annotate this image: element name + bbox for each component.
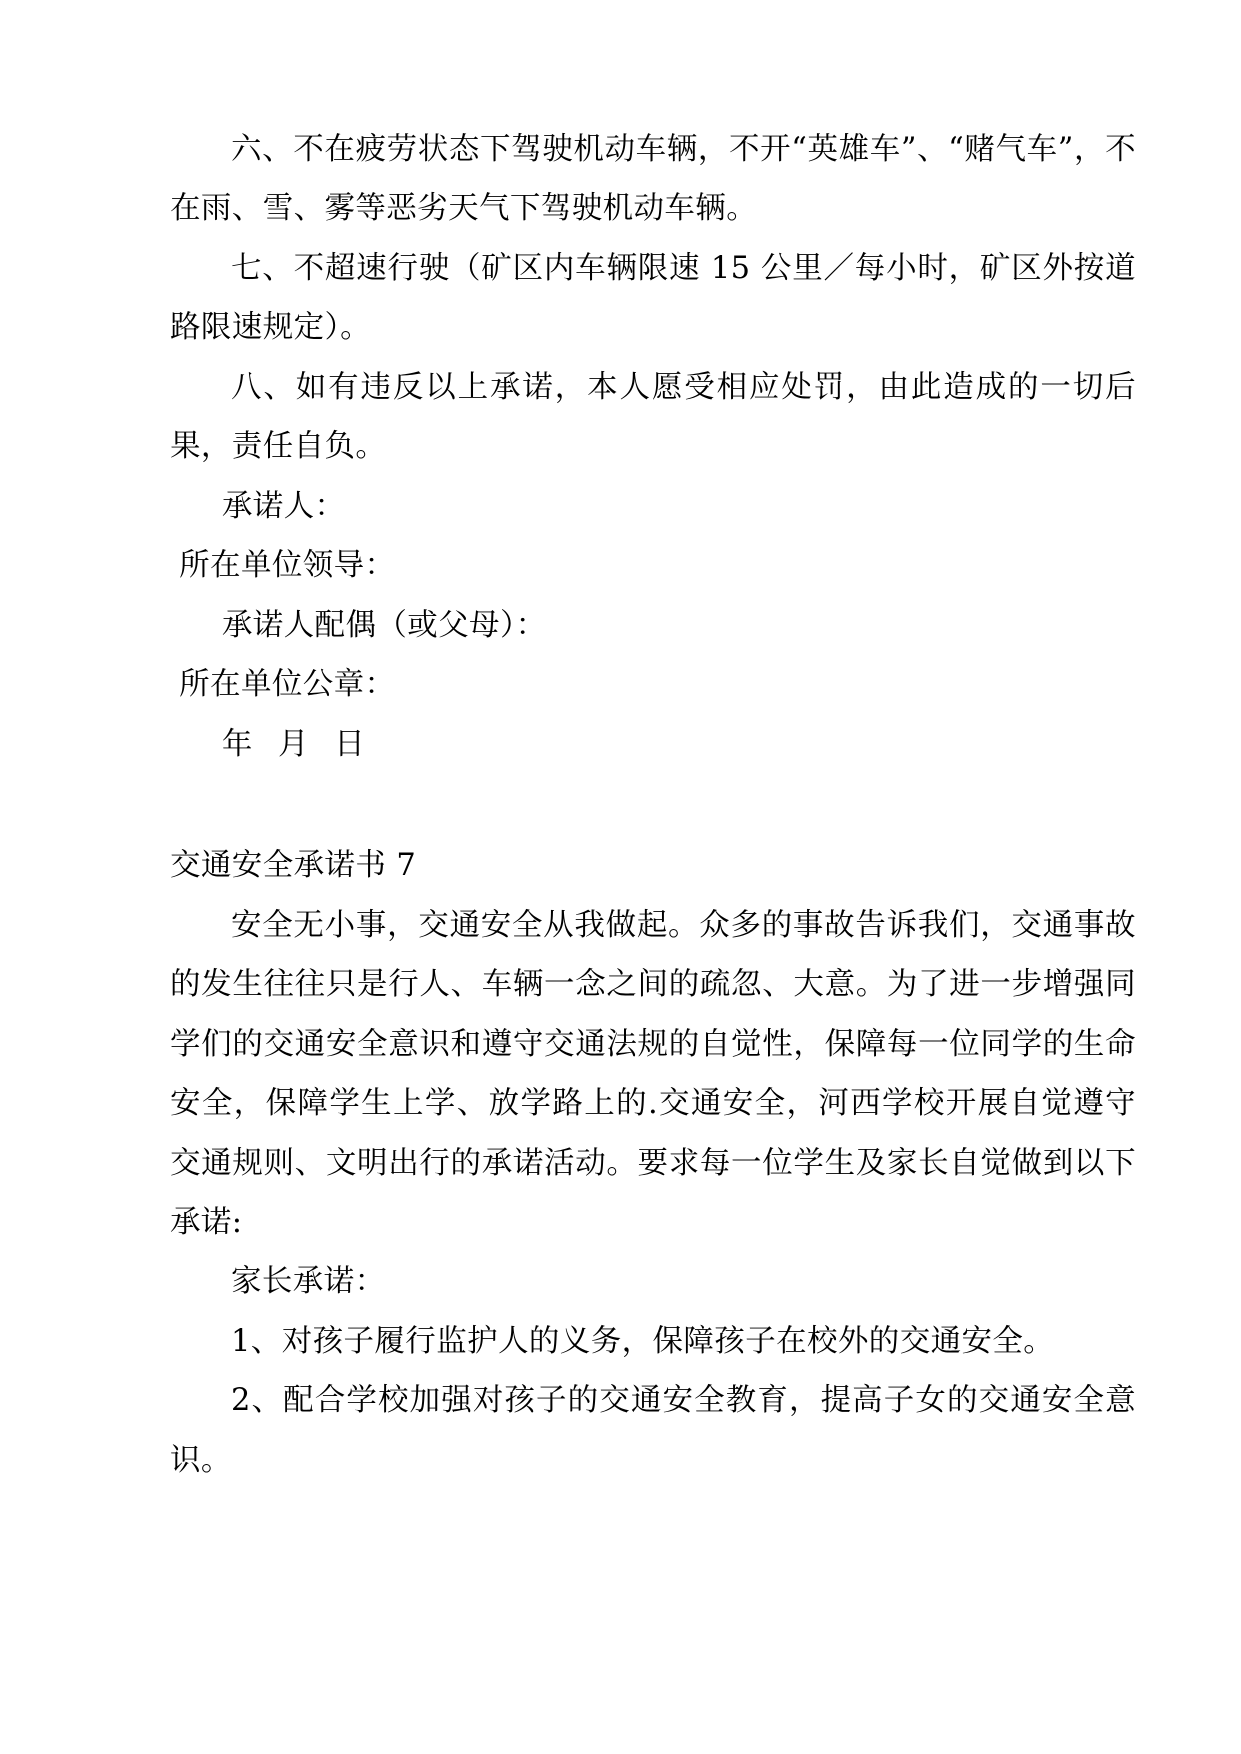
section-paragraph-intro: 安全无小事，交通安全从我做起。众多的事故告诉我们，交通事故的发生往往只是行人、车辆一念之间的疏忽、大意。为了进一步增强同学们的交通安全意识和遵守交通法规的自觉性，保障每一位同学的生命安全，保障学生上学、放学路上的.交通安全，河西学校开展自觉遵守交通规则、文明出行的承诺活动。要求每一位学生及家长自觉做到以下承诺: <box>170 907 1136 1240</box>
clause-six: 六、不在疲劳状态下驾驶机动车辆，不开“英雄车”、“赌气车”，不在雨、雪、雾等恶劣天气下驾驶机动车辆。 <box>170 132 1136 227</box>
section-title: 交通安全承诺书 7 <box>170 848 417 884</box>
clause-seven: 七、不超速行驶（矿区内车辆限速 15 公里／每小时，矿区外按道路限速规定）。 <box>170 250 1136 346</box>
signature-promisor: 承诺人： <box>221 488 346 524</box>
signature-date: 年 月 日 <box>221 726 373 762</box>
clause-eight: 八、如有违反以上承诺，本人愿受相应处罚，由此造成的一切后果，责任自负。 <box>170 369 1136 465</box>
signature-unit-leader: 所在单位领导： <box>179 548 396 584</box>
section-parent-promise-heading: 家长承诺： <box>231 1264 386 1300</box>
document-body <box>170 120 1136 1490</box>
signature-unit-seal: 所在单位公章： <box>179 667 396 703</box>
signature-spouse-or-parent: 承诺人配偶（或父母）： <box>221 607 547 643</box>
section-gap <box>170 774 1136 836</box>
section-item-1: 1、对孩子履行监护人的义务，保障孩子在校外的交通安全。 <box>231 1323 1055 1359</box>
section-item-2: 2、配合学校加强对孩子的交通安全教育，提高子女的交通安全意识。 <box>170 1383 1136 1478</box>
